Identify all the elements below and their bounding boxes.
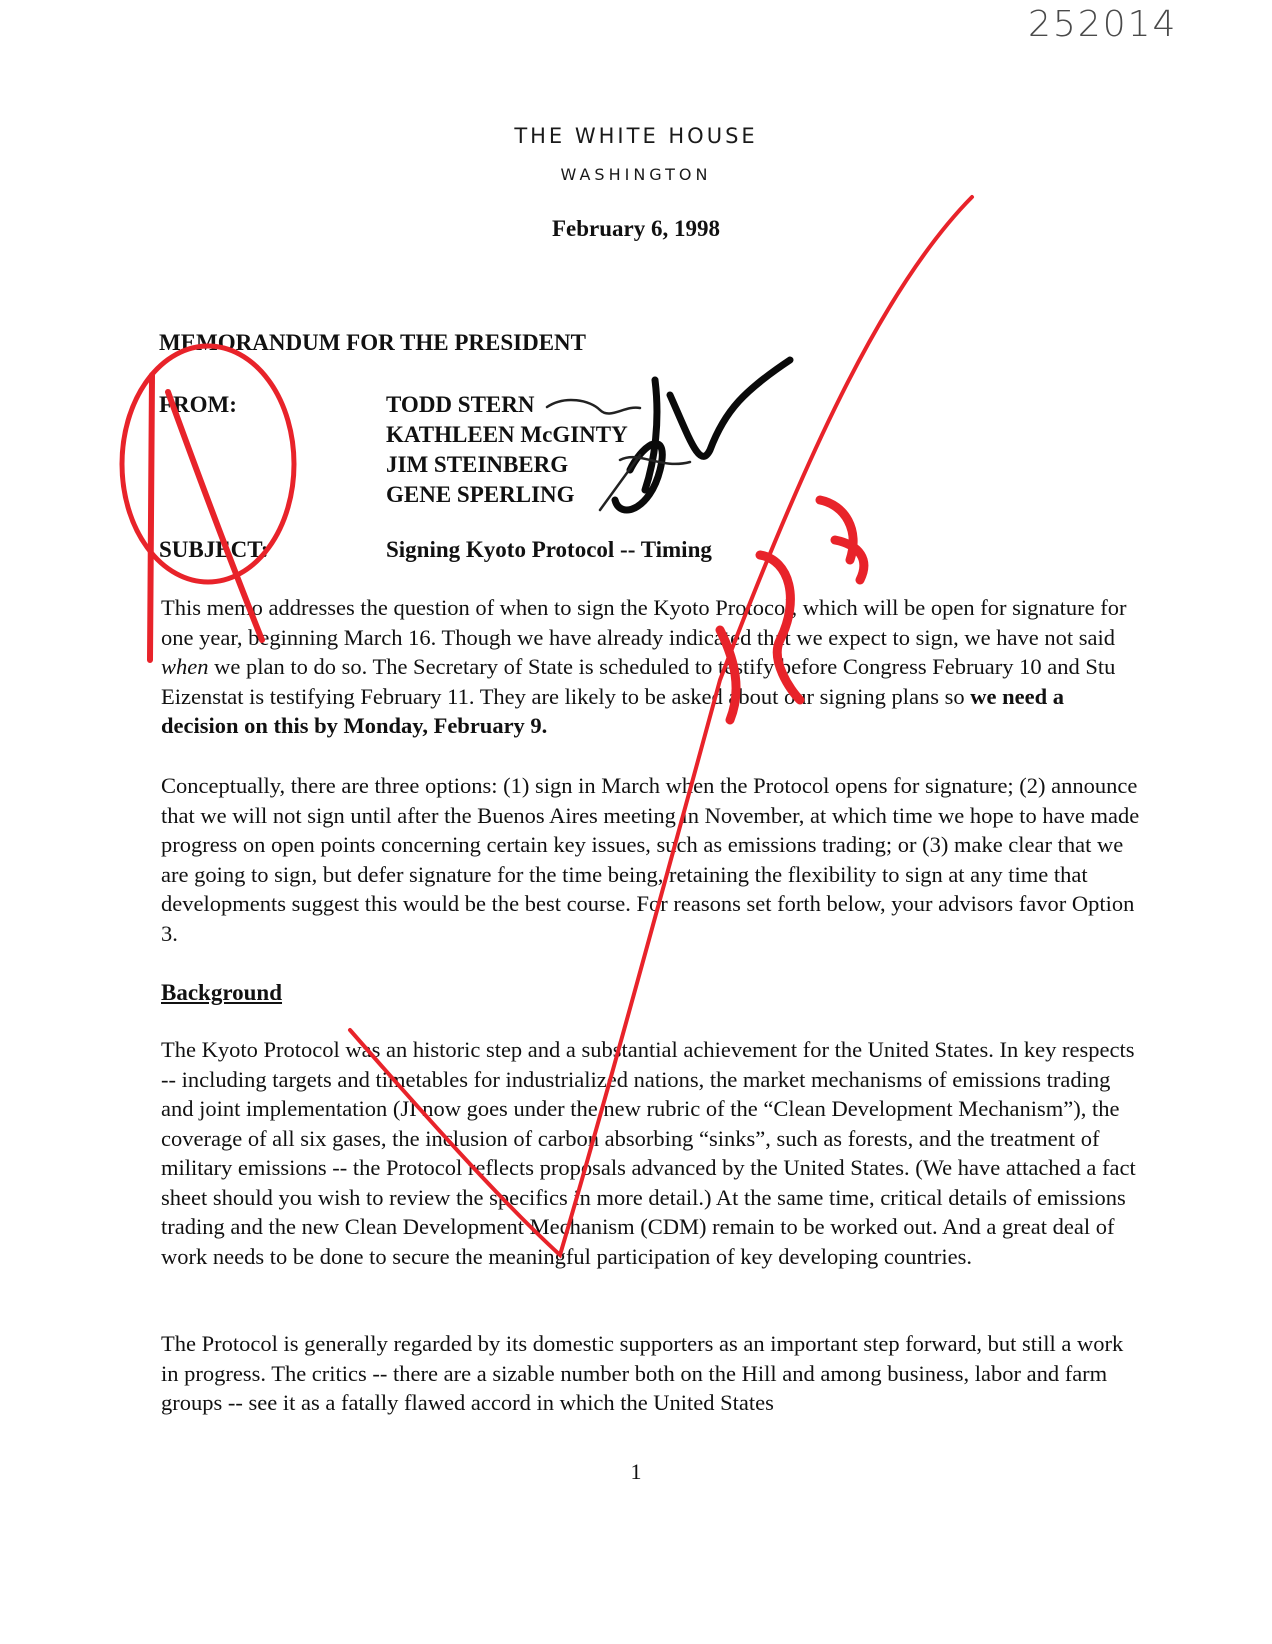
from-name: KATHLEEN McGINTY: [386, 422, 628, 447]
from-name: TODD STERN: [386, 392, 535, 417]
page-number: 1: [630, 1459, 642, 1484]
letterhead-title: THE WHITE HOUSE: [514, 124, 758, 148]
paragraph-intro-emphasis: when: [161, 654, 209, 679]
from-label: FROM:: [159, 392, 237, 417]
memo-date: February 6, 1998: [551, 216, 720, 241]
archive-stamp-number: 252014: [1028, 4, 1178, 45]
decision-deadline: we need a decision on this by Monday, February 9.: [161, 683, 1064, 738]
paragraph-intro-text-b: we plan to do so. The Secretary of State is scheduled to testify before Congress February 10 and Stu Eizenstat is testifying February 11. They are likely to be asked about our signing plans so: [161, 654, 1116, 709]
paragraph-intro: [161, 593, 1141, 741]
paragraph-intro-text-a: This memo addresses the question of when to sign the Kyoto Protocol, which will be open for signature for one year, beginning March 16. Though we have already indicated that we expect to sign, we have not said: [161, 595, 1127, 650]
from-name: GENE SPERLING: [386, 482, 575, 507]
background-heading: Background: [161, 980, 283, 1005]
memo-title: MEMORANDUM FOR THE PRESIDENT: [159, 330, 587, 355]
paragraph-options: Conceptually, there are three options: (1) sign in March when the Protocol opens for signature; (2) announce that we will not sign until after the Buenos Aires meeting in November, at which time we hope to have made progress on open points concerning certain key issues, such as emissions trading; or (3) make clear that we are going to sign, but defer signature for the time being, retaining the flexibility to sign at any time that developments suggest this would be the best course. For reasons set forth below, your advisors favor Option 3.: [161, 773, 1140, 946]
from-name: JIM STEINBERG: [386, 452, 569, 477]
subject-label: SUBJECT:: [159, 537, 269, 562]
paragraph-critics: The Protocol is generally regarded by its domestic supporters as an important step forward, but still a work in progress. The critics -- there are a sizable number both on the Hill and among business, labor and farm groups -- see it as a fatally flawed accord in which the United States: [161, 1331, 1124, 1415]
subject-value: Signing Kyoto Protocol -- Timing: [386, 537, 712, 562]
letterhead-city: WASHINGTON: [560, 165, 712, 184]
black-signature-mark: [615, 360, 790, 510]
paragraph-background: The Kyoto Protocol was an historic step and a substantial achievement for the United States. In key respects -- including targets and timetables for industrialized nations, the market mechanisms of emissions trading and joint implementation (JI now goes under the new rubric of the “Clean Development Mechanism”), the coverage of all six gases, the inclusion of carbon absorbing “sinks”, such as forests, and the treatment of military emissions -- the Protocol reflects proposals advanced by the United States. (We have attached a fact sheet should you wish to review the specifics in more detail.) At the same time, critical details of emissions trading and the new Clean Development Mechanism (CDM) remain to be worked out. And a great deal of work needs to be done to secure the meaningful participation of key developing countries.: [161, 1037, 1136, 1269]
from-names: [386, 390, 628, 510]
